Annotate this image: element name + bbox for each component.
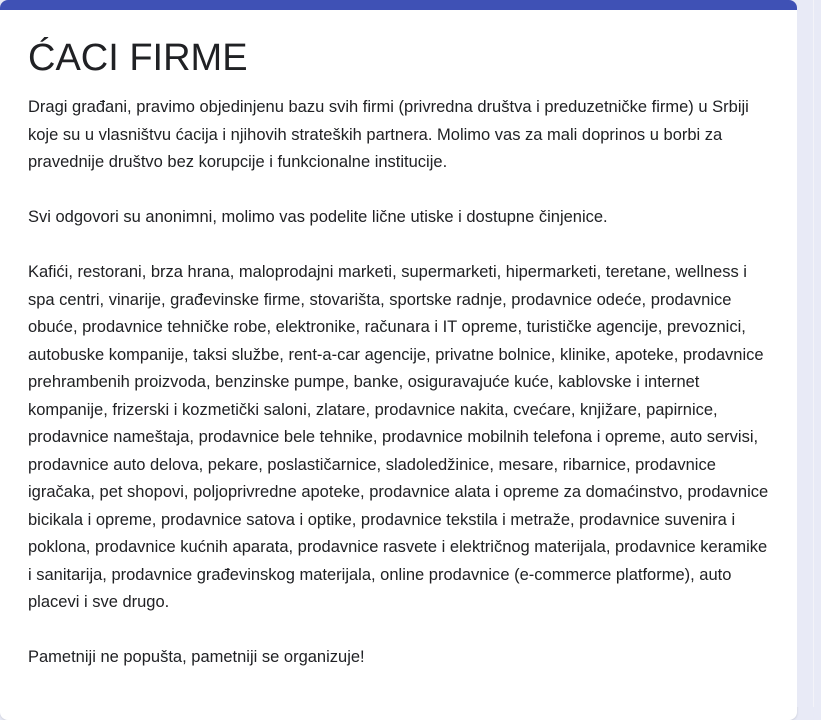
- form-header-content: [0, 10, 797, 672]
- scrollbar-track[interactable]: [813, 0, 814, 707]
- description-paragraph-anonymous: Svi odgovori su anonimni, molimo vas podelite lične utiske i dostupne činjenice.: [28, 208, 608, 226]
- form-description: [28, 94, 769, 672]
- description-paragraph-slogan: Pametniji ne popušta, pametniji se organizuje!: [28, 648, 365, 666]
- accent-bar: [0, 0, 797, 10]
- description-paragraph-categories: Kafići, restorani, brza hrana, maloprodajni marketi, supermarketi, hipermarketi, teretane, wellness i spa centri, vinarije, građevinske firme, stovarišta, sportske radnje, prodavnice odeće, prodavnice obuće, prodavnice tehničke robe, elektronike, računara i IT opreme, turističke agencije, prevoznici, autobuske kompanije, taksi službe, rent-a-car agencije, privatne bolnice, klinike, apoteke, prodavnice prehrambenih proizvoda, benzinske pumpe, banke, osiguravajuće kuće, kablovske i internet kompanije, frizerski i kozmetički saloni, zlatare, prodavnice nakita, cvećare, knjižare, papirnice, prodavnice nameštaja, prodavnice bele tehnike, prodavnice mobilnih telefona i opreme, auto servisi, prodavnice auto delova, pekare, poslastičarnice, sladoledžinice, mesare, ribarnice, prodavnice igračaka, pet shopovi, poljoprivredne apoteke, prodavnice alata i opreme za domaćinstvo, prodavnice bicikala i opreme, prodavnice satova i optike, prodavnice tekstila i metraže, prodavnice suvenira i poklona, prodavnice kućnih aparata, prodavnice rasvete i električnog materijala, prodavnice keramike i sanitarija, prodavnice građevinskog materijala, online prodavnice (e-commerce platforme), auto placevi i sve drugo.: [28, 263, 769, 611]
- form-title: ĆACI FIRME: [28, 37, 248, 79]
- page-background-strip: [797, 0, 821, 707]
- description-paragraph-intro: Dragi građani, pravimo objedinjenu bazu svih firmi (privredna društva i preduzetničke firme) u Srbiji koje su u vlasništvu ćacija i njihovih strateških partnera. Molimo vas za mali doprinos u borbi za pravednije društvo bez korupcije i funkcionalne institucije.: [28, 98, 749, 171]
